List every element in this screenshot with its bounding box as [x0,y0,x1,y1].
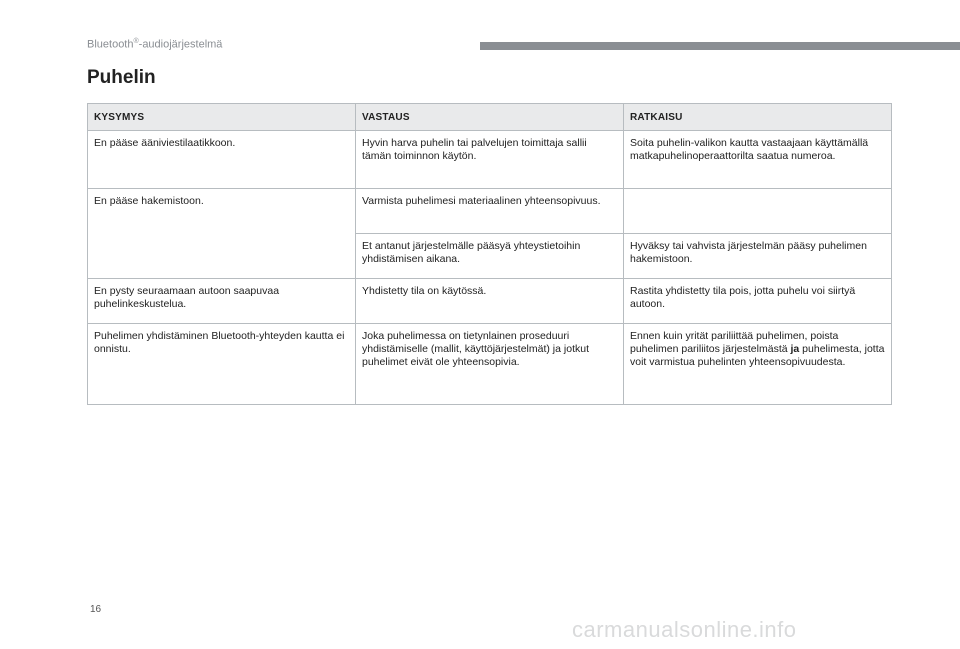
section-header [87,38,222,51]
question-cell: En pääse hakemistoon. [88,189,356,234]
solution-cell: Hyväksy tai vahvista järjestelmän pääsy puhelimen hakemistoon. [624,234,892,279]
solution-text-end: puhelimesta, jotta voit varmistua puhelinten yhteensopivuudesta. [630,343,885,368]
table-row [88,131,892,189]
answer-cell: Yhdistetty tila on käytössä. [356,279,624,324]
registered-mark: ® [133,38,139,45]
table-row [88,279,892,324]
question-cell: Puhelimen yhdistäminen Bluetooth-yhteyden kautta ei onnistu. [88,324,356,405]
answer-cell: Joka puhelimessa on tietynlainen proseduuri yhdistämiselle (mallit, käyttöjärjestelmät) ja jotkut puhelimet eivät ole yhteensopivia. [356,324,624,405]
question-cell: En pysty seuraamaan autoon saapuvaa puhelinkeskustelua. [88,279,356,324]
page-number: 16 [90,604,102,615]
table-row [88,189,892,234]
column-header-solution: RATKAISU [624,104,892,131]
page-title: Puhelin [87,67,156,88]
table-row [88,234,892,279]
column-header-answer: VASTAUS [356,104,624,131]
table-row [88,324,892,405]
solution-cell [624,324,892,405]
solution-cell: Soita puhelin-valikon kautta vastaajaan käyttämällä matkapuhelinoperaattorilta saatua numeroa. [624,131,892,189]
column-header-question: KYSYMYS [88,104,356,131]
table-header-row [88,104,892,131]
watermark: carmanualsonline.info [572,617,797,642]
troubleshooting-table [87,103,892,405]
solution-cell [624,189,892,234]
solution-emphasis: ja [790,343,800,355]
header-bar [480,42,960,50]
section-header-suffix: -audiojärjestelmä [138,38,223,51]
answer-cell: Varmista puhelimesi materiaalinen yhteensopivuus. [356,189,624,234]
solution-cell: Rastita yhdistetty tila pois, jotta puhelu voi siirtyä autoon. [624,279,892,324]
question-cell [88,234,356,279]
solution-text: Ennen kuin yrität pariliittää puhelimen, poista puhelimen pariliitos järjestelmästä [630,330,839,355]
section-header-text: Bluetooth [87,38,134,51]
answer-cell: Hyvin harva puhelin tai palvelujen toimittaja sallii tämän toiminnon käytön. [356,131,624,189]
answer-cell: Et antanut järjestelmälle pääsyä yhteystietoihin yhdistämisen aikana. [356,234,624,279]
question-cell: En pääse ääniviestilaatikkoon. [88,131,356,189]
